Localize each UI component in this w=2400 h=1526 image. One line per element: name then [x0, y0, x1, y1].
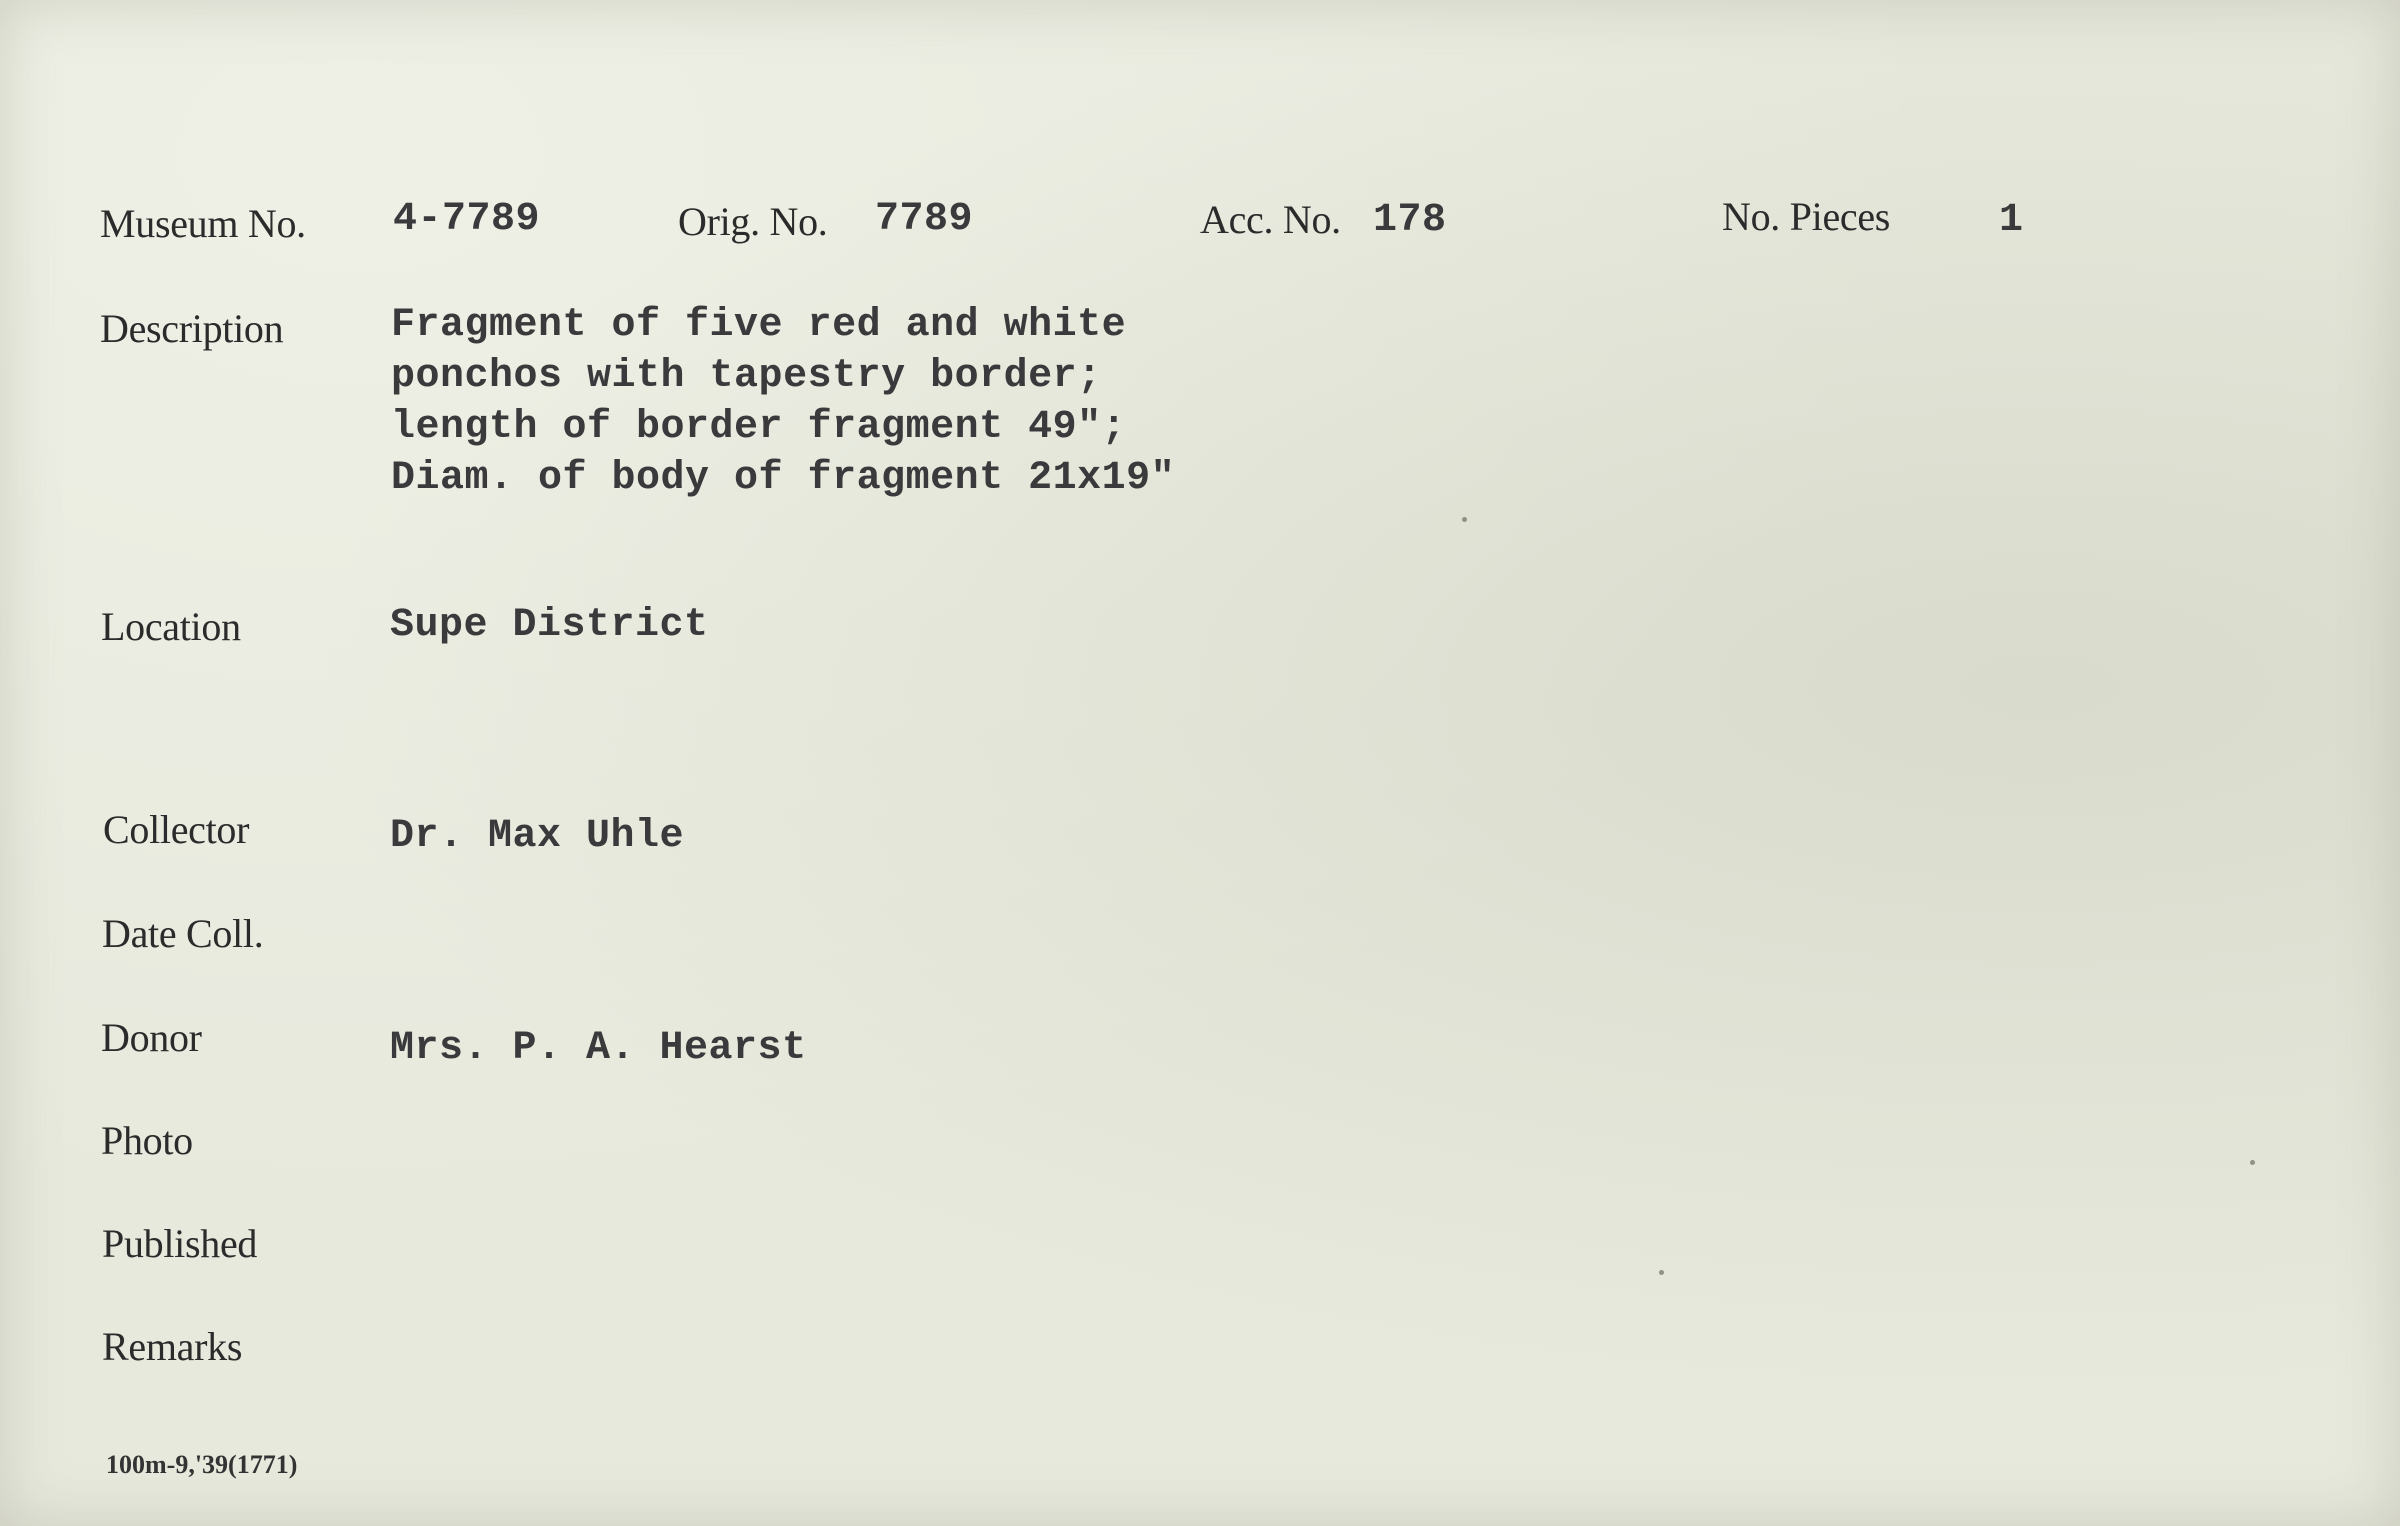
paper-speck — [1462, 517, 1467, 522]
description-line: Fragment of five red and white — [391, 303, 1127, 348]
acc-no-label: Acc. No. — [1200, 197, 1341, 242]
description-line: Diam. of body of fragment 21x19" — [391, 456, 1176, 501]
no-pieces-value: 1 — [1999, 198, 2024, 243]
print-code: 100m-9,'39(1771) — [106, 1450, 298, 1479]
published-label: Published — [102, 1221, 258, 1266]
location-value: Supe District — [390, 603, 709, 648]
date-coll-label: Date Coll. — [102, 911, 264, 956]
location-label: Location — [101, 604, 241, 649]
remarks-label: Remarks — [102, 1324, 243, 1369]
paper-speck — [2250, 1160, 2255, 1165]
collector-value: Dr. Max Uhle — [390, 814, 685, 859]
description-line: length of border fragment 49"; — [391, 405, 1127, 450]
photo-label: Photo — [101, 1118, 193, 1163]
acc-no-value: 178 — [1373, 198, 1447, 243]
description-value — [391, 300, 1175, 504]
paper-speck — [1659, 1270, 1664, 1275]
orig-no-label: Orig. No. — [678, 199, 828, 244]
museum-no-value: 4-7789 — [393, 197, 541, 242]
description-label: Description — [100, 306, 284, 351]
orig-no-value: 7789 — [875, 197, 974, 242]
description-line: ponchos with tapestry border; — [391, 354, 1102, 399]
museum-no-label: Museum No. — [100, 201, 306, 246]
no-pieces-label: No. Pieces — [1722, 194, 1891, 239]
donor-label: Donor — [101, 1015, 202, 1060]
collector-label: Collector — [103, 807, 250, 852]
donor-value: Mrs. P. A. Hearst — [390, 1026, 807, 1071]
